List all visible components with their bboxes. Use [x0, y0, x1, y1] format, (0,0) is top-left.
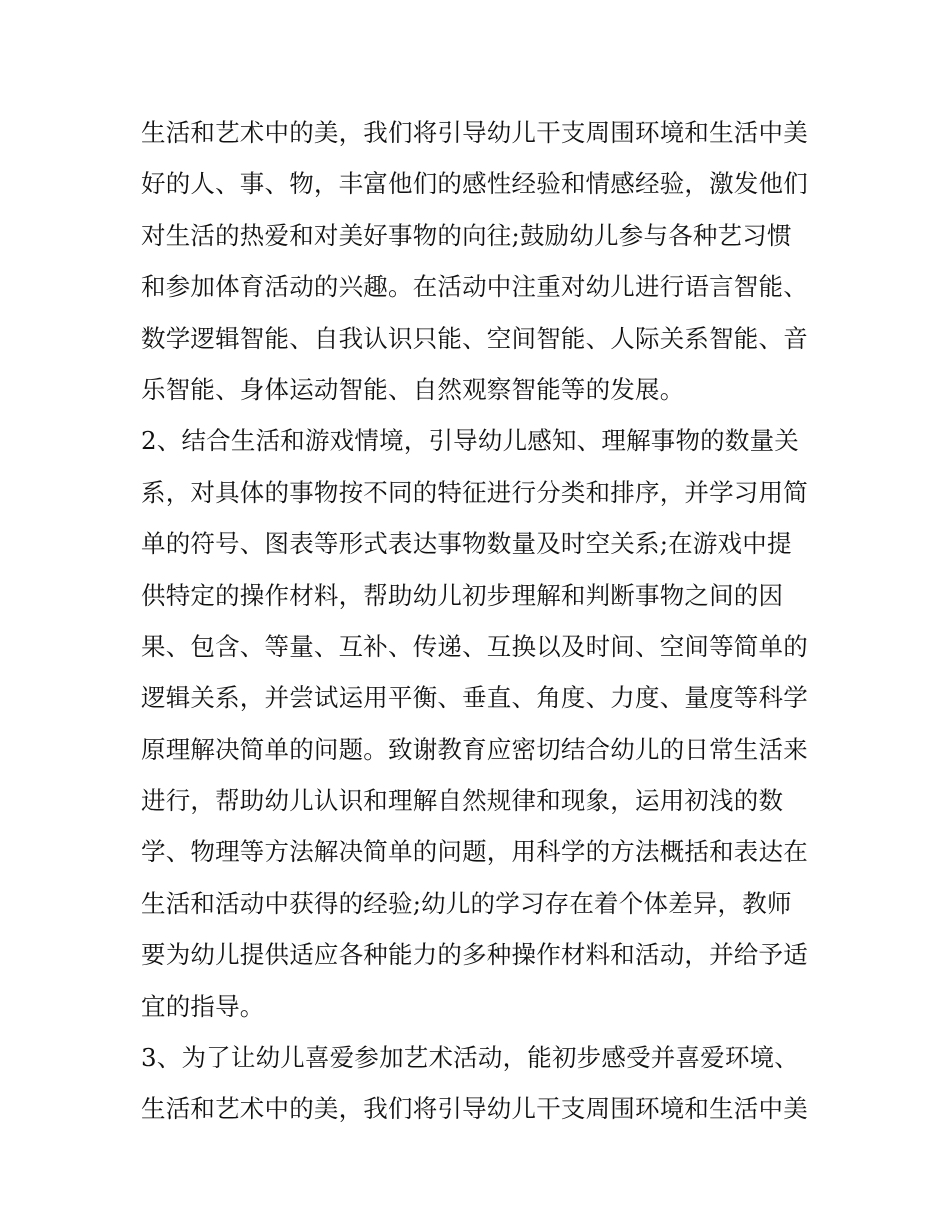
text-line: 逻辑关系，并尝试运用平衡、垂直、角度、力度、量度等科学: [141, 683, 808, 713]
text-line: 3、为了让幼儿喜爱参加艺术活动，能初步感受并喜爱环境、: [141, 1043, 799, 1073]
text-line: 数学逻辑智能、自我认识只能、空间智能、人际关系智能、音: [141, 323, 808, 353]
document-body-text: [141, 107, 831, 1135]
text-line: 和参加体育活动的兴趣。在活动中注重对幼儿进行语言智能、: [141, 272, 808, 302]
text-line: 系，对具体的事物按不同的特征进行分类和排序，并学习用简: [141, 477, 808, 507]
text-line: 好的人、事、物，丰富他们的感性经验和情感经验，激发他们: [141, 169, 808, 199]
text-line: 生活和艺术中的美，我们将引导幼儿干支周围环境和生活中美: [141, 1094, 808, 1124]
text-line: 原理解决简单的问题。致谢教育应密切结合幼儿的日常生活来: [141, 734, 808, 764]
text-line: 宜的指导。: [141, 991, 265, 1021]
text-line: 供特定的操作材料，帮助幼儿初步理解和判断事物之间的因: [141, 580, 784, 610]
text-line: 2、结合生活和游戏情境，引导幼儿感知、理解事物的数量关: [141, 426, 799, 456]
text-line: 果、包含、等量、互补、传递、互换以及时间、空间等简单的: [141, 631, 808, 661]
text-line: 生活和活动中获得的经验;幼儿的学习存在着个体差异，教师: [141, 888, 792, 918]
text-line: 单的符号、图表等形式表达事物数量及时空关系;在游戏中提: [141, 529, 792, 559]
text-line: 学、物理等方法解决简单的问题，用科学的方法概括和表达在: [141, 837, 808, 867]
text-line: 对生活的热爱和对美好事物的向往;鼓励幼儿参与各种艺习惯: [141, 220, 792, 250]
text-line: 乐智能、身体运动智能、自然观察智能等的发展。: [141, 374, 685, 404]
text-line: 要为幼儿提供适应各种能力的多种操作材料和活动，并给予适: [141, 940, 808, 970]
text-line: 进行，帮助幼儿认识和理解自然规律和现象，运用初浅的数: [141, 786, 784, 816]
text-line: 生活和艺术中的美，我们将引导幼儿干支周围环境和生活中美: [141, 118, 808, 147]
